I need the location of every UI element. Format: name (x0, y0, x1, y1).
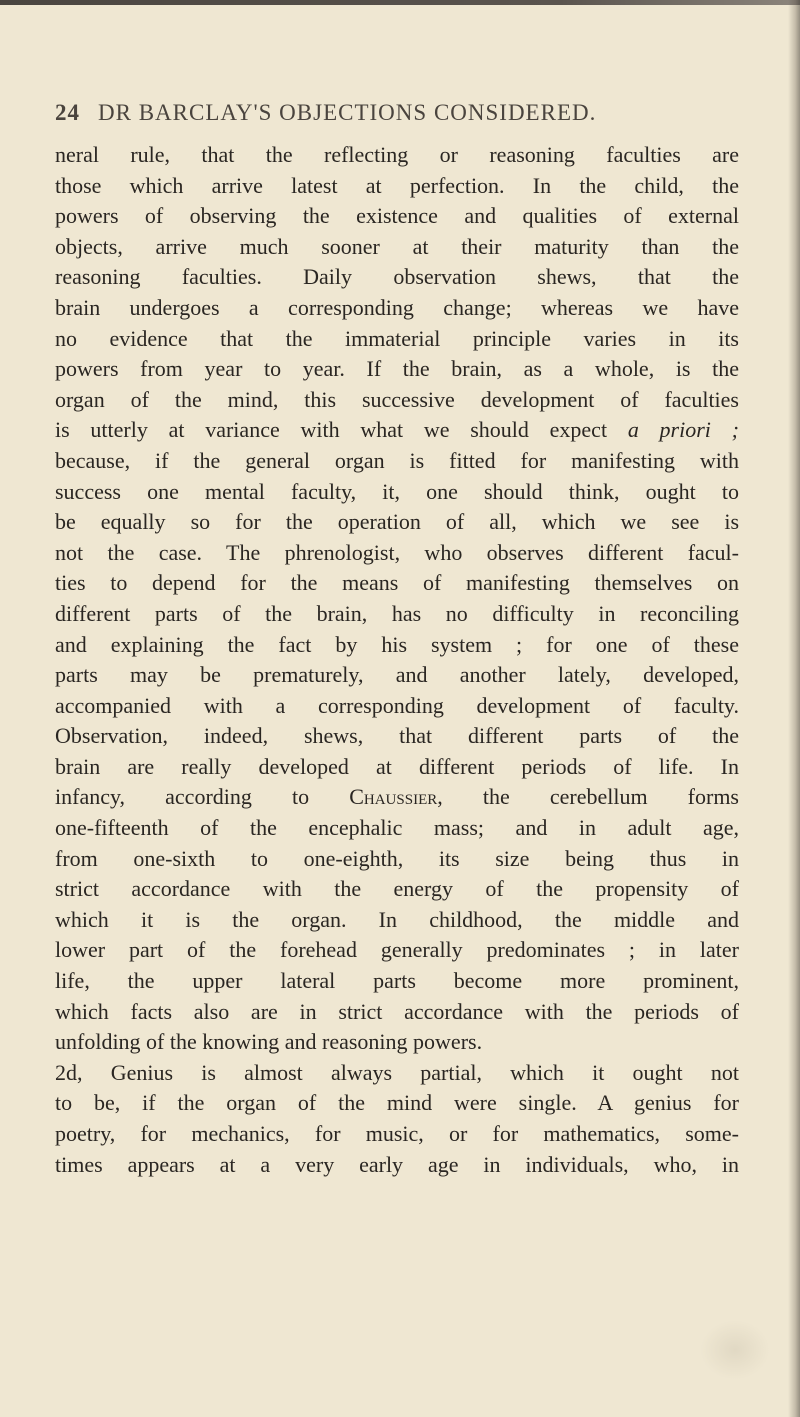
text-line: and explaining the fact by his system ; for one of these (55, 631, 739, 657)
text-line: unfolding of the knowing and reasoning powers. (55, 1029, 483, 1055)
page-gutter-shadow (788, 0, 800, 1417)
text-line: organ of the mind, this successive development of faculties (55, 386, 739, 412)
text-line-with-author (55, 782, 739, 813)
text-line: poetry, for mechanics, for music, or for mathematics, some- (55, 1121, 739, 1146)
text-line: powers of observing the existence and qualities of external (55, 203, 739, 229)
text-line: from one-sixth to one-eighth, its size being thus in (55, 845, 739, 871)
text-line: lower part of the forehead generally predominates ; in later (55, 937, 739, 963)
text-line: powers from year to year. If the brain, as a whole, is the (55, 356, 739, 382)
text-line: brain undergoes a corresponding change; whereas we have (55, 294, 739, 320)
text-line: life, the upper lateral parts become more prominent, (55, 968, 739, 994)
paper-stain (700, 1320, 770, 1380)
text-line: to be, if the organ of the mind were single. A genius for (55, 1090, 739, 1116)
text-line: success one mental faculty, it, one should think, ought to (55, 478, 739, 504)
text-line: which it is the organ. In childhood, the middle and (55, 906, 739, 932)
text-line: not the case. The phrenologist, who observes different facul- (55, 539, 739, 565)
body-text (55, 140, 739, 1180)
top-edge-shadow (0, 0, 800, 5)
text-line: accompanied with a corresponding development of faculty. (55, 692, 739, 718)
text-line: which facts also are in strict accordance with the periods of (55, 998, 739, 1024)
italic-phrase: a priori ; (627, 417, 739, 443)
text-line: strict accordance with the energy of the propensity of (55, 876, 739, 902)
author-name: Chaussier, (349, 784, 443, 810)
text-line: different parts of the brain, has no difficulty in reconciling (55, 600, 739, 626)
text-line-with-italic (55, 415, 739, 446)
text-line: neral rule, that the reflecting or reasoning faculties are (55, 142, 739, 167)
text-line: one-fifteenth of the encephalic mass; and in adult age, (55, 815, 739, 841)
text-line: no evidence that the immaterial principle varies in its (55, 325, 739, 351)
running-title: DR BARCLAY'S OBJECTIONS CONSIDERED. (98, 100, 597, 125)
text-line: objects, arrive much sooner at their maturity than the (55, 233, 739, 259)
text-line: brain are really developed at different periods of life. In (55, 753, 739, 779)
text-line: reasoning faculties. Daily observation shews, that the (55, 264, 739, 290)
text-line: 2d, Genius is almost always partial, which it ought not (55, 1059, 739, 1085)
text-line: because, if the general organ is fitted for manifesting with (55, 447, 739, 473)
text-line: parts may be prematurely, and another lately, developed, (55, 662, 739, 688)
text-fragment: is utterly at variance with what we should expect (55, 417, 608, 443)
text-line: be equally so for the operation of all, which we see is (55, 509, 739, 535)
text-line: times appears at a very early age in individuals, who, in (55, 1151, 739, 1177)
running-header (55, 100, 745, 132)
text-line: Observation, indeed, shews, that different parts of the (55, 723, 739, 749)
text-line: those which arrive latest at perfection. In the child, the (55, 172, 739, 198)
text-fragment: the cerebellum forms (482, 784, 739, 810)
text-line: ties to depend for the means of manifesting themselves on (55, 570, 739, 596)
page-number: 24 (55, 100, 80, 125)
text-fragment: infancy, according to (55, 784, 310, 810)
